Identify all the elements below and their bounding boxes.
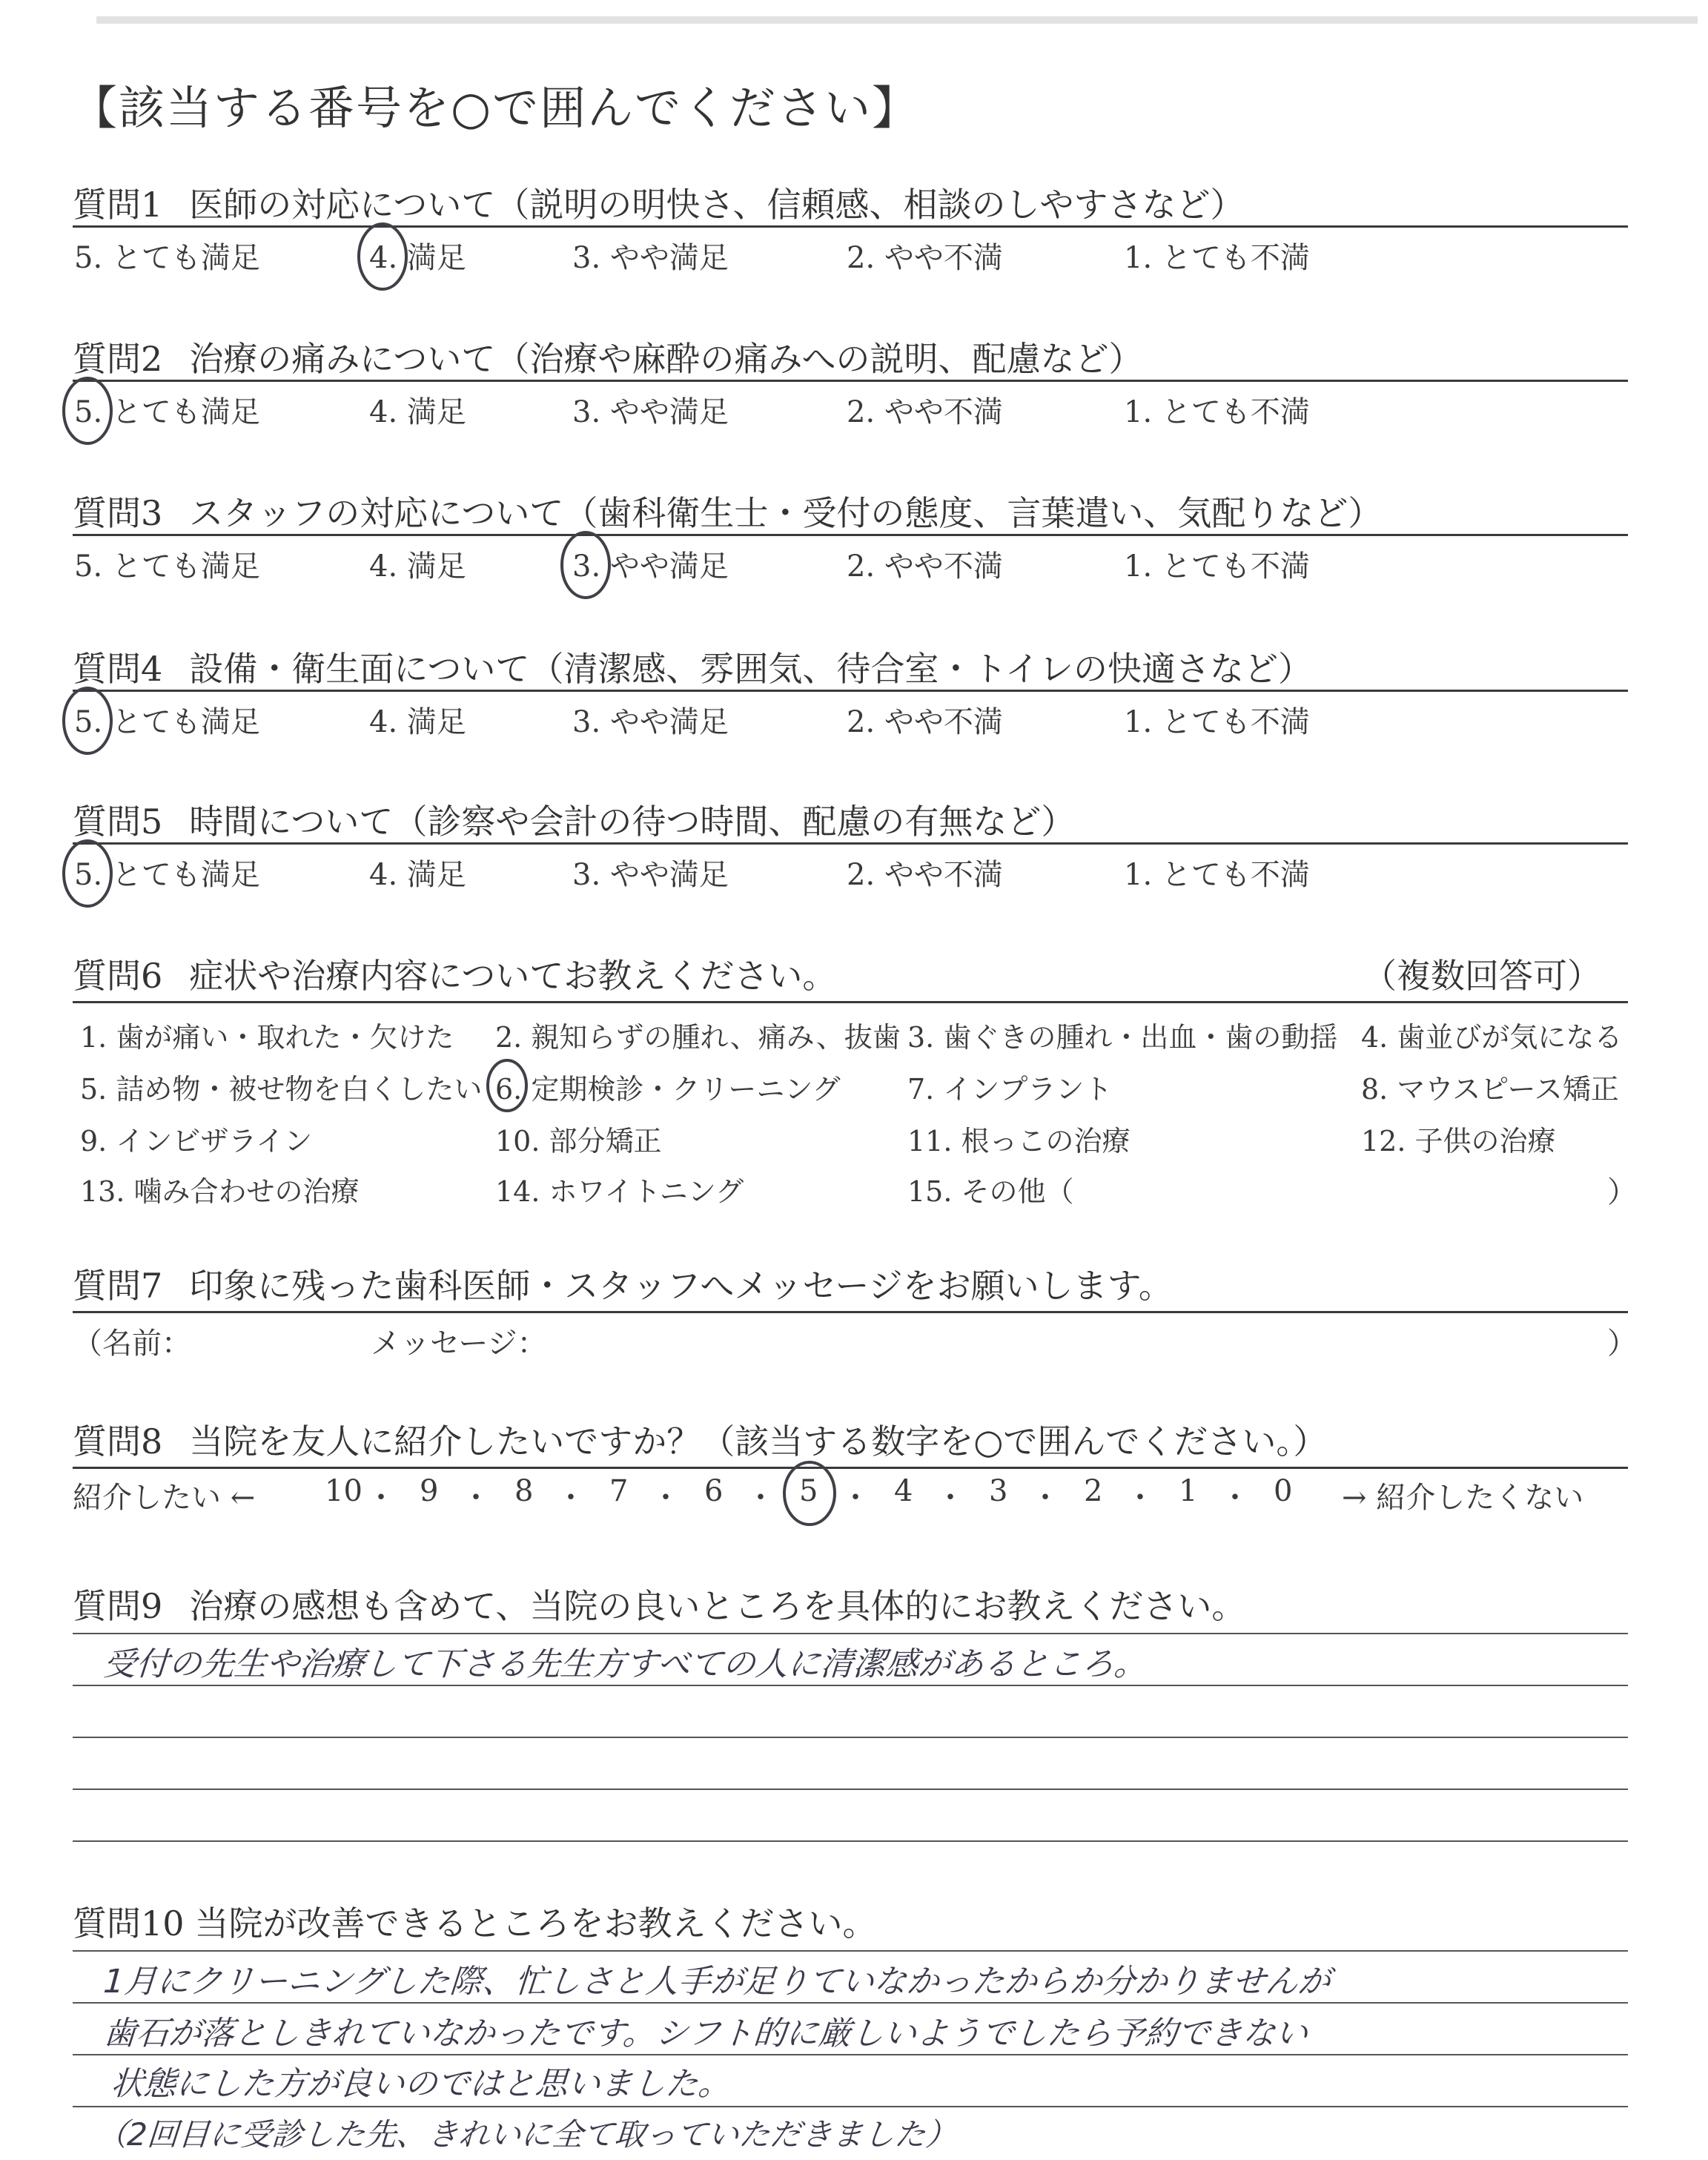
question-text: スタッフの対応について（歯科衛生士・受付の態度、言葉遣い、気配りなど） [189,493,1383,533]
rating-option[interactable]: 4. 満足 [369,241,466,275]
question-10-title [73,1897,877,1946]
scale-separator: ・ [651,1481,681,1515]
message-close-paren: ） [1607,1327,1637,1361]
rating-option[interactable]: 4. 満足 [369,858,466,892]
treatment-option[interactable]: 12. 子供の治療 [1361,1125,1556,1157]
question-4-title [73,642,1312,691]
question-number: 質問5 [73,802,163,842]
handwritten-answer-line: 状態にした方が良いのではと思いました。 [109,2065,732,2103]
question-number: 質問3 [73,493,163,533]
question-rule [73,380,1628,382]
scale-separator: ・ [746,1481,775,1515]
question-number: 質問8 [73,1421,163,1462]
scale-separator: ・ [366,1481,396,1515]
question-8-title [73,1415,1327,1464]
question-rule [73,225,1628,228]
rating-option[interactable]: 5. とても満足 [74,705,260,739]
treatment-option[interactable]: 15. その他（ [907,1175,1074,1208]
treatment-option[interactable]: 11. 根っこの治療 [907,1125,1131,1157]
question-text: 症状や治療内容についてお教えください。 [189,956,837,996]
question-rule [73,1311,1628,1313]
rating-option[interactable]: 5. とても満足 [74,858,260,892]
writing-line [73,2106,1628,2107]
question-number: 質問4 [73,649,163,689]
rating-option[interactable]: 2. やや不満 [847,705,1003,739]
question-text: 設備・衛生面について（清潔感、雰囲気、待合室・トイレの快適さなど） [189,649,1313,689]
scale-separator: ・ [1125,1481,1155,1515]
scale-value[interactable]: 5 [799,1474,818,1508]
rating-option[interactable]: 3. やや満足 [572,241,729,275]
rating-option[interactable]: 2. やや不満 [847,549,1003,584]
question-text: 時間について（診察や会計の待つ時間、配慮の有無など） [189,802,1076,842]
treatment-option[interactable]: 13. 噛み合わせの治療 [80,1175,360,1208]
treatment-option[interactable]: 3. 歯ぐきの腫れ・出血・歯の動揺 [907,1021,1338,1054]
question-text: 治療の感想も含めて、当院の良いところを具体的にお教えください。 [189,1586,1246,1626]
rating-option[interactable]: 2. やや不満 [847,858,1003,892]
not-recommend-label: → 紹介したくない [1342,1481,1584,1515]
question-text: 当院が改善できるところをお教えください。 [194,1903,877,1943]
rating-option[interactable]: 3. やや満足 [572,549,729,584]
scan-edge [96,16,1698,24]
scale-value[interactable]: 6 [704,1474,724,1508]
question-number: 質問7 [73,1266,163,1306]
rating-option[interactable]: 4. 満足 [369,705,466,739]
other-close-paren: ） [1607,1175,1637,1209]
question-rule [73,1467,1628,1469]
scale-separator: ・ [556,1481,586,1515]
writing-line [73,1840,1628,1842]
question-text: 印象に残った歯科医師・スタッフへメッセージをお願いします。 [189,1266,1173,1306]
question-text: 当院を友人に紹介したいですか？（該当する数字を○で囲んでください。） [189,1421,1328,1462]
scale-value[interactable]: 2 [1084,1474,1103,1508]
treatment-option[interactable]: 6. 定期検診・クリーニング [495,1073,841,1106]
rating-option[interactable]: 5. とても満足 [74,395,260,429]
scale-separator: ・ [461,1481,491,1515]
question-6-title [73,949,836,998]
question-7-title [73,1259,1173,1308]
rating-option[interactable]: 1. とても不満 [1124,241,1310,275]
question-number: 質問1 [73,185,163,225]
question-rule [73,842,1628,845]
rating-option[interactable]: 1. とても不満 [1124,705,1310,739]
scale-value[interactable]: 3 [989,1474,1008,1508]
question-number: 質問10 [73,1903,185,1943]
rating-option[interactable]: 5. とても満足 [74,549,260,584]
treatment-option[interactable]: 1. 歯が痛い・取れた・欠けた [80,1021,454,1054]
handwritten-answer-line: （2回目に受診した先、きれいに全て取っていただきました） [95,2116,959,2153]
scale-value[interactable]: 1 [1179,1474,1198,1508]
question-rule [73,534,1628,536]
rating-option[interactable]: 1. とても不満 [1124,858,1310,892]
writing-line [73,1789,1628,1790]
multiple-answer-note: （複数回答可） [1363,956,1601,996]
question-2-title [73,332,1142,381]
rating-option[interactable]: 5. とても満足 [74,241,260,275]
treatment-option[interactable]: 14. ホワイトニング [495,1175,744,1208]
scale-value[interactable]: 8 [514,1474,534,1508]
rating-option[interactable]: 3. やや満足 [572,395,729,429]
question-number: 質問2 [73,339,163,379]
question-3-title [73,486,1382,535]
treatment-option[interactable]: 8. マウスピース矯正 [1361,1073,1619,1106]
handwritten-answer-line: 受付の先生や治療して下さる先生方すべての人に清潔感があるところ。 [102,1645,1148,1683]
name-label: （名前： [73,1327,191,1361]
treatment-option[interactable]: 5. 詰め物・被せ物を白くしたい [80,1073,483,1106]
treatment-option[interactable]: 2. 親知らずの腫れ、痛み、抜歯 [495,1021,901,1054]
rating-option[interactable]: 4. 満足 [369,549,466,584]
scale-value[interactable]: 4 [894,1474,913,1508]
rating-option[interactable]: 3. やや満足 [572,858,729,892]
scale-separator: ・ [1220,1481,1250,1515]
question-9-title [73,1579,1245,1628]
message-label: メッセージ： [371,1327,547,1361]
rating-option[interactable]: 3. やや満足 [572,705,729,739]
rating-option[interactable]: 2. やや不満 [847,241,1003,275]
handwritten-answer-line: 歯石が落としきれていなかったです。シフト的に厳しいようでしたら予約できない [102,2015,1309,2052]
question-number: 質問9 [73,1586,163,1626]
writing-line [73,2002,1628,2004]
treatment-option[interactable]: 7. インプラント [907,1073,1113,1106]
question-text: 医師の対応について（説明の明快さ、信頼感、相談のしやすさなど） [189,185,1245,225]
scale-separator: ・ [936,1481,965,1515]
rating-option[interactable]: 1. とても不満 [1124,549,1310,584]
scale-separator: ・ [841,1481,870,1515]
scale-separator: ・ [1030,1481,1060,1515]
rating-option[interactable]: 1. とても不満 [1124,395,1310,429]
question-text: 治療の痛みについて（治療や麻酔の痛みへの説明、配慮など） [189,339,1143,379]
question-1-title [73,178,1245,227]
handwritten-answer-line: 1月にクリーニングした際、忙しさと人手が足りていなかったからか分かりませんが [102,1963,1332,2001]
recommend-label: 紹介したい ← [73,1481,256,1515]
scale-value[interactable]: 7 [609,1474,629,1508]
writing-line [73,2054,1628,2055]
writing-line [73,1737,1628,1738]
rating-option[interactable]: 4. 満足 [369,395,466,429]
scale-value[interactable]: 10 [325,1474,363,1508]
form-heading: 【該当する番号を○で囲んでください】 [71,81,920,135]
treatment-option[interactable]: 9. インビザライン [80,1125,313,1157]
scale-value[interactable]: 0 [1274,1474,1293,1508]
question-rule [73,690,1628,692]
treatment-option[interactable]: 10. 部分矯正 [495,1125,662,1157]
treatment-option[interactable]: 4. 歯並びが気になる [1361,1021,1623,1054]
writing-line [73,1685,1628,1686]
question-rule [73,1001,1628,1003]
writing-line [73,1633,1628,1634]
writing-line [73,1950,1628,1952]
question-5-title [73,795,1075,844]
scale-value[interactable]: 9 [420,1474,439,1508]
rating-option[interactable]: 2. やや不満 [847,395,1003,429]
question-number: 質問6 [73,956,163,996]
